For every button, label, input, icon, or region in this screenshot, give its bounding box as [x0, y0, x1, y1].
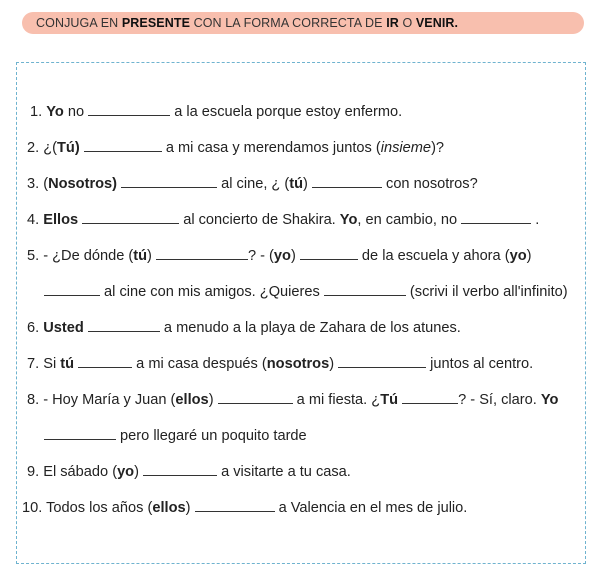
answer-blank[interactable] — [338, 356, 426, 368]
instruction-text: CON LA FORMA CORRECTA DE — [190, 16, 387, 30]
instruction-text: O — [398, 16, 416, 30]
item-text: a la escuela porque estoy enfermo. — [170, 104, 403, 120]
item-number: 9. El sábado ( — [27, 464, 118, 480]
answer-blank[interactable] — [461, 212, 531, 224]
answer-blank[interactable] — [82, 212, 179, 224]
item-text: de la escuela y ahora ( — [357, 248, 510, 264]
exercise-item-9 — [27, 464, 351, 480]
exercise-item-8 — [27, 392, 558, 408]
subject: Tú) — [57, 140, 80, 156]
answer-blank[interactable] — [402, 392, 458, 404]
subject: yo — [117, 464, 135, 480]
answer-blank[interactable] — [44, 284, 100, 296]
item-text: al concierto de Shakira. — [179, 212, 340, 228]
item-text: (scrivi il verbo all'infinito) — [405, 284, 568, 300]
item-text: , en cambio, no — [357, 212, 462, 228]
item-text: juntos al centro. — [426, 356, 534, 372]
item-text: con nosotros? — [381, 176, 478, 192]
item-text: ) — [303, 176, 312, 192]
exercise-item-5-continued — [44, 284, 568, 300]
answer-blank[interactable] — [195, 500, 275, 512]
exercise-item-8-continued — [44, 428, 307, 444]
exercise-item-2 — [27, 140, 444, 156]
item-text: a mi fiesta. ¿ — [292, 392, 381, 408]
italic-note: insieme — [380, 140, 432, 156]
item-text: al cine con mis amigos. ¿Quieres — [100, 284, 324, 300]
answer-blank[interactable] — [218, 392, 293, 404]
exercise-item-1 — [30, 104, 402, 120]
item-number: 8. - Hoy María y Juan ( — [27, 392, 176, 408]
item-text: a menudo a la playa de Zahara de los atunes. — [159, 320, 461, 336]
item-text: ) — [134, 464, 144, 480]
answer-blank[interactable] — [78, 356, 132, 368]
item-text: ) — [290, 248, 300, 264]
subject: Nosotros) — [48, 176, 118, 192]
item-number: 4. — [27, 212, 44, 228]
instruction-banner — [22, 12, 584, 34]
item-number: 3. ( — [27, 176, 49, 192]
item-number: 10. Todos los años ( — [22, 500, 153, 516]
item-text: no — [63, 104, 89, 120]
subject: Yo — [46, 104, 64, 120]
subject: tú — [289, 176, 304, 192]
item-number: 7. Si — [27, 356, 61, 372]
instruction-bold-presente: PRESENTE — [121, 16, 191, 30]
answer-blank[interactable] — [324, 284, 406, 296]
exercise-item-6 — [27, 320, 461, 336]
answer-blank[interactable] — [88, 104, 170, 116]
item-number: 1. — [30, 104, 47, 120]
subject: Yo — [540, 392, 559, 408]
exercise-item-3 — [27, 176, 478, 192]
answer-blank[interactable] — [84, 140, 162, 152]
item-text: ? - ( — [247, 248, 274, 264]
exercise-item-10 — [22, 500, 467, 516]
item-number: 5. - ¿De dónde ( — [27, 248, 134, 264]
instruction-bold-venir: VENIR. — [415, 16, 459, 30]
exercise-item-4 — [27, 212, 539, 228]
item-text: ) — [329, 356, 339, 372]
answer-blank[interactable] — [44, 428, 116, 440]
answer-blank[interactable] — [312, 176, 382, 188]
subject: nosotros — [266, 356, 330, 372]
item-text: ? - Sí, claro. — [458, 392, 541, 408]
instruction-bold-ir: IR — [386, 16, 399, 30]
item-text: ) — [526, 248, 532, 264]
item-text: a Valencia en el mes de julio. — [274, 500, 468, 516]
subject: yo — [273, 248, 291, 264]
subject: Tú — [380, 392, 399, 408]
answer-blank[interactable] — [121, 176, 217, 188]
subject: Usted — [43, 320, 84, 336]
item-text: a mi casa después ( — [132, 356, 267, 372]
item-text: . — [531, 212, 540, 228]
exercise-item-7 — [27, 356, 533, 372]
item-number: 6. — [27, 320, 44, 336]
item-text: ) — [185, 500, 195, 516]
exercise-box — [16, 62, 586, 564]
item-number: 2. ¿( — [27, 140, 57, 156]
instruction-text: CONJUGA EN — [36, 16, 122, 30]
subject: tú — [133, 248, 148, 264]
item-text: a visitarte a tu casa. — [217, 464, 351, 480]
subject: ellos — [152, 500, 186, 516]
exercise-item-5 — [27, 248, 531, 264]
item-text: al cine, ¿ ( — [217, 176, 290, 192]
item-text: ) — [147, 248, 156, 264]
answer-blank[interactable] — [143, 464, 217, 476]
item-text: a mi casa y merendamos juntos ( — [161, 140, 381, 156]
item-text: )? — [431, 140, 445, 156]
subject: tú — [60, 356, 75, 372]
item-text: pero llegaré un poquito tarde — [116, 428, 307, 444]
subject: Yo — [339, 212, 358, 228]
item-text: ) — [208, 392, 218, 408]
answer-blank[interactable] — [88, 320, 160, 332]
subject: ellos — [175, 392, 209, 408]
answer-blank[interactable] — [156, 248, 248, 260]
answer-blank[interactable] — [300, 248, 358, 260]
subject: yo — [509, 248, 527, 264]
subject: Ellos — [43, 212, 79, 228]
